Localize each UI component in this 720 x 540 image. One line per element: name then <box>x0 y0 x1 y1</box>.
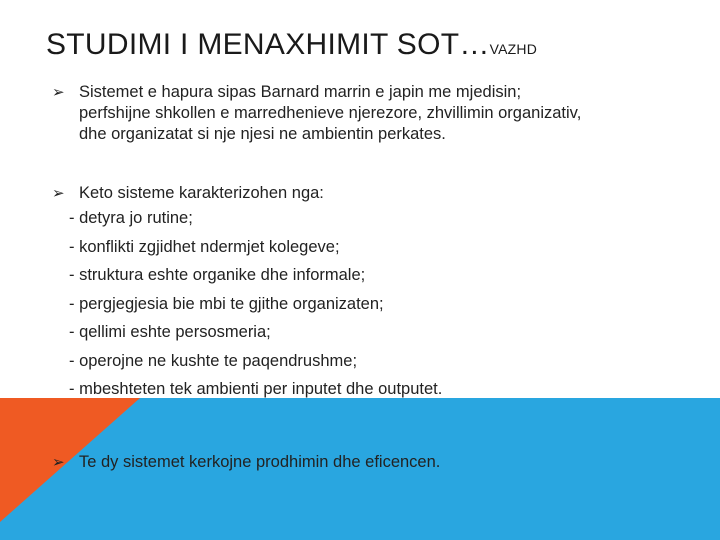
list-item: - pergjegjesia bie mbi te gjithe organizaten; <box>69 294 384 313</box>
bullet-line: perfshijne shkollen e marredhenieve njerezore, zhvillimin organizativ, <box>79 104 582 122</box>
list-item: - mbeshteten tek ambienti per inputet dhe outputet. <box>69 380 443 398</box>
bullet-text: Te dy sistemet kerkojne prodhimin dhe eficencen. <box>79 453 441 471</box>
bullet-item <box>52 452 692 473</box>
list-item: - detyra jo rutine; <box>69 209 193 227</box>
arrow-bullet-icon: ➢ <box>52 453 65 471</box>
list-item: - struktura eshte organike dhe informale; <box>69 266 366 284</box>
bullet-line: dhe organizatat si nje njesi ne ambientin perkates. <box>79 125 446 143</box>
bullet-text <box>79 82 692 145</box>
slide-title-suffix: VAZHD <box>489 41 538 57</box>
characteristics-list <box>69 204 692 404</box>
list-item: - qellimi eshte persosmeria; <box>69 323 271 341</box>
slide-title-main: STUDIMI I MENAXHIMIT SOT… <box>46 28 490 61</box>
arrow-bullet-icon: ➢ <box>52 184 65 202</box>
list-item: - operojne ne kushte te paqendrushme; <box>69 351 358 370</box>
bullet-line: Sistemet e hapura sipas Barnard marrin e japin me mjedisin; <box>79 83 522 101</box>
bullet-text <box>69 183 692 404</box>
arrow-bullet-icon: ➢ <box>52 83 65 101</box>
bullet-item <box>52 82 692 145</box>
bullet-item <box>52 183 692 404</box>
bullet-heading: Keto sisteme karakterizohen nga: <box>79 184 324 202</box>
list-item: - konflikti zgjidhet ndermjet kolegeve; <box>69 237 340 256</box>
